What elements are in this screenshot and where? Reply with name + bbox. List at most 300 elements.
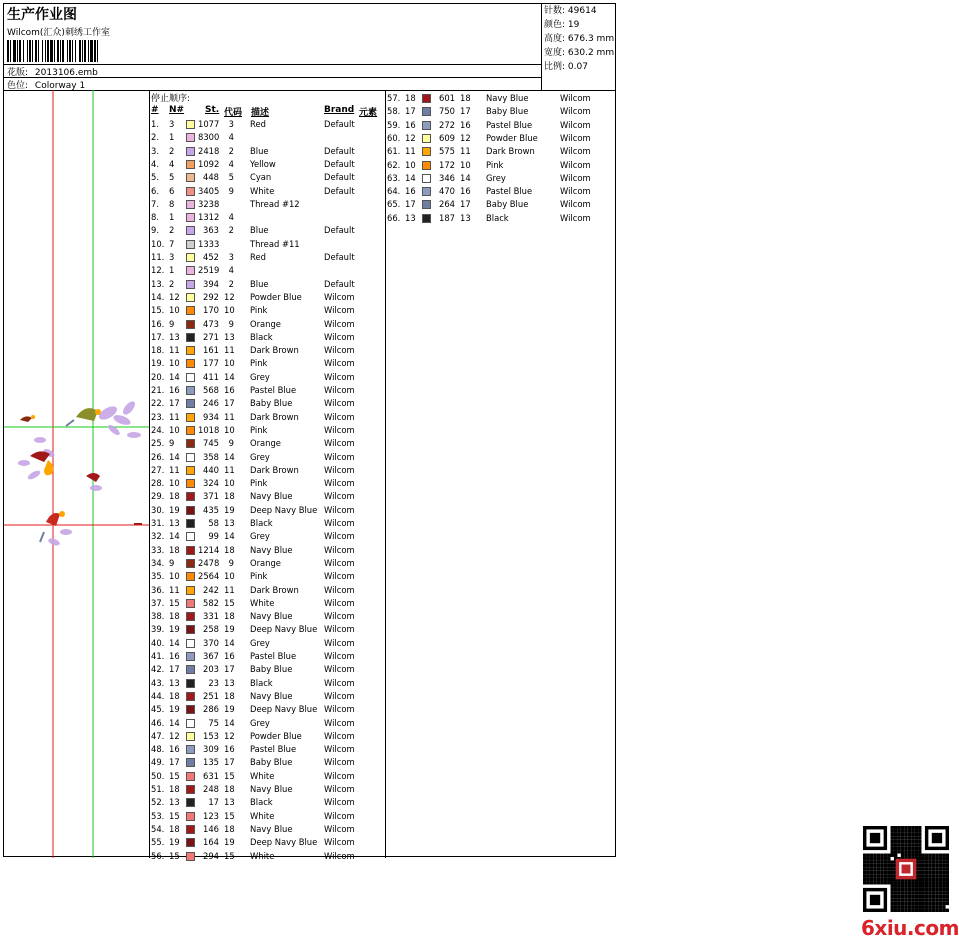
row-index: 63. xyxy=(387,172,401,183)
row-index: 6. xyxy=(151,185,159,196)
color-swatch xyxy=(186,359,195,368)
header xyxy=(4,4,615,91)
row-index: 43. xyxy=(151,677,165,688)
row-description: Pastel Blue xyxy=(250,744,297,755)
row-code: 11 xyxy=(224,411,235,422)
row-brand: Wilcom xyxy=(324,478,355,489)
row-brand: Wilcom xyxy=(560,93,591,103)
col-desc: 描述 xyxy=(251,108,270,118)
color-swatch xyxy=(422,200,431,209)
color-swatch xyxy=(186,812,195,821)
row-stitches: 153 xyxy=(203,730,219,741)
row-stitches: 294 xyxy=(203,850,219,861)
row-index: 30. xyxy=(151,504,165,515)
row-brand: Default xyxy=(324,252,355,262)
table-row xyxy=(385,105,617,118)
row-description: Dark Brown xyxy=(250,411,299,422)
row-index: 46. xyxy=(151,717,165,728)
stat-label: 宽度: xyxy=(544,48,566,58)
row-description: Navy Blue xyxy=(250,823,293,834)
row-brand: Wilcom xyxy=(560,199,591,210)
row-brand: Wilcom xyxy=(324,385,355,395)
stat-value: 19 xyxy=(567,20,580,30)
color-swatch xyxy=(422,187,431,196)
row-needle: 17 xyxy=(405,106,416,117)
color-swatch xyxy=(186,665,195,674)
row-index: 23. xyxy=(151,411,165,422)
table-row xyxy=(149,145,385,158)
row-brand: Wilcom xyxy=(324,624,355,635)
stat-scale xyxy=(542,60,618,74)
table-row xyxy=(149,464,385,477)
color-swatch xyxy=(186,572,195,581)
row-description: Powder Blue xyxy=(250,291,302,302)
row-brand: Wilcom xyxy=(560,212,591,223)
color-swatch xyxy=(186,838,195,847)
color-swatch xyxy=(186,147,195,156)
row-stitches: 470 xyxy=(439,186,455,197)
row-needle: 19 xyxy=(169,837,180,848)
table-row xyxy=(385,119,617,132)
row-description: Thread #11 xyxy=(250,238,300,249)
table-row xyxy=(385,172,617,185)
table-row xyxy=(385,159,617,172)
row-needle: 1 xyxy=(169,265,175,276)
row-code: 13 xyxy=(224,677,235,688)
row-index: 14. xyxy=(151,291,165,302)
color-swatch xyxy=(186,160,195,169)
row-code: 4 xyxy=(228,132,234,143)
row-brand: Wilcom xyxy=(560,159,591,170)
row-brand: Default xyxy=(324,185,355,196)
table-row xyxy=(149,823,385,836)
color-swatch xyxy=(186,373,195,382)
row-code: 14 xyxy=(224,371,235,382)
table-row xyxy=(149,318,385,331)
row-needle: 15 xyxy=(169,597,180,608)
color-swatch xyxy=(186,133,195,142)
colorway-value: Colorway 1 xyxy=(34,81,86,91)
row-stitches: 58 xyxy=(208,518,219,528)
row-stitches: 99 xyxy=(208,531,219,542)
row-index: 16. xyxy=(151,318,165,329)
row-stitches: 370 xyxy=(203,637,219,648)
row-description: Grey xyxy=(486,172,506,183)
row-index: 32. xyxy=(151,531,165,542)
row-brand: Wilcom xyxy=(324,717,355,728)
row-stitches: 358 xyxy=(203,451,219,462)
row-description: Grey xyxy=(250,637,270,648)
row-index: 10. xyxy=(151,238,165,249)
row-needle: 6 xyxy=(169,185,175,196)
row-index: 2. xyxy=(151,132,159,143)
row-description: Orange xyxy=(250,438,281,449)
row-description: Pastel Blue xyxy=(486,119,533,130)
row-brand: Wilcom xyxy=(324,518,355,528)
row-description: Thread #12 xyxy=(250,198,300,209)
row-needle: 12 xyxy=(169,730,180,741)
color-swatch xyxy=(186,346,195,355)
row-description: Baby Blue xyxy=(250,757,293,768)
row-stitches: 1333 xyxy=(198,238,220,249)
color-swatch xyxy=(186,798,195,807)
row-description: Orange xyxy=(250,318,281,329)
row-code: 10 xyxy=(224,478,235,489)
row-code: 18 xyxy=(224,611,235,622)
color-swatch xyxy=(186,426,195,435)
row-brand: Wilcom xyxy=(324,491,355,502)
table-row xyxy=(149,850,385,863)
row-index: 29. xyxy=(151,491,165,502)
design-label: 花版: xyxy=(7,68,29,78)
row-brand: Wilcom xyxy=(324,398,355,409)
row-stitches: 601 xyxy=(439,93,455,103)
table-row xyxy=(385,145,617,158)
color-swatch xyxy=(186,266,195,275)
row-stitches: 17 xyxy=(208,797,219,808)
row-code: 2 xyxy=(228,225,234,236)
row-code: 18 xyxy=(460,93,471,103)
row-code: 9 xyxy=(228,185,234,196)
row-code: 15 xyxy=(224,850,235,861)
table-row xyxy=(149,810,385,823)
row-stitches: 473 xyxy=(203,318,219,329)
color-swatch xyxy=(186,386,195,395)
row-brand: Wilcom xyxy=(324,611,355,622)
row-code: 3 xyxy=(228,119,234,129)
row-stitches: 3405 xyxy=(198,185,220,196)
color-swatch xyxy=(186,492,195,501)
row-stitches: 258 xyxy=(203,624,219,635)
row-brand: Wilcom xyxy=(324,597,355,608)
row-brand: Wilcom xyxy=(324,464,355,475)
stat-width xyxy=(542,46,618,60)
row-description: Orange xyxy=(250,557,281,568)
row-brand: Wilcom xyxy=(324,291,355,302)
row-needle: 13 xyxy=(405,212,416,223)
row-index: 61. xyxy=(387,146,401,157)
row-code: 17 xyxy=(224,398,235,409)
table-row xyxy=(149,357,385,370)
row-needle: 11 xyxy=(169,464,180,475)
row-needle: 9 xyxy=(169,318,175,329)
row-needle: 1 xyxy=(169,212,175,223)
row-needle: 7 xyxy=(169,238,175,249)
row-brand: Wilcom xyxy=(324,571,355,582)
design-file: 2013106.emb xyxy=(34,68,98,78)
row-needle: 13 xyxy=(169,518,180,528)
row-needle: 13 xyxy=(169,677,180,688)
stats-panel xyxy=(541,4,618,90)
table-row xyxy=(149,211,385,224)
row-description: Grey xyxy=(250,371,270,382)
row-stitches: 324 xyxy=(203,478,219,489)
row-needle: 18 xyxy=(169,784,180,794)
row-code: 14 xyxy=(224,717,235,728)
row-stitches: 242 xyxy=(203,584,219,595)
col-brand: Brand xyxy=(324,105,355,115)
row-code: 13 xyxy=(224,797,235,808)
table-row xyxy=(149,437,385,450)
design-preview-image xyxy=(4,90,149,858)
row-code: 10 xyxy=(224,305,235,316)
row-brand: Wilcom xyxy=(324,823,355,834)
row-description: White xyxy=(250,810,275,821)
page-title: 生产作业图 xyxy=(7,7,77,23)
row-needle: 12 xyxy=(405,132,416,143)
row-code: 16 xyxy=(224,385,235,395)
table-row xyxy=(149,278,385,291)
color-swatch xyxy=(186,187,195,196)
row-index: 44. xyxy=(151,690,165,701)
row-code: 14 xyxy=(460,172,471,183)
table-row xyxy=(149,477,385,490)
barcode-bar xyxy=(98,40,100,62)
header-info xyxy=(4,4,542,90)
row-brand: Wilcom xyxy=(324,305,355,316)
row-stitches: 411 xyxy=(203,371,219,382)
table-row xyxy=(149,411,385,424)
row-brand: Wilcom xyxy=(324,531,355,542)
row-code: 2 xyxy=(228,278,234,289)
table-row xyxy=(149,158,385,171)
row-code: 11 xyxy=(460,146,471,157)
row-brand: Wilcom xyxy=(560,186,591,197)
color-swatch xyxy=(186,200,195,209)
colorway-label: 色位: xyxy=(7,81,29,91)
row-code: 15 xyxy=(224,810,235,821)
col-n: N# xyxy=(169,105,185,115)
col-index: # xyxy=(151,105,159,115)
row-brand: Wilcom xyxy=(324,797,355,808)
color-swatch xyxy=(186,586,195,595)
stat-height xyxy=(542,32,618,46)
row-description: White xyxy=(250,185,275,196)
row-code: 10 xyxy=(224,424,235,435)
row-code: 5 xyxy=(228,172,234,183)
row-needle: 16 xyxy=(169,385,180,395)
row-stitches: 177 xyxy=(203,358,219,369)
row-needle: 17 xyxy=(405,199,416,210)
color-swatch xyxy=(186,852,195,861)
color-swatch xyxy=(186,785,195,794)
row-index: 15. xyxy=(151,305,165,316)
row-brand: Wilcom xyxy=(324,704,355,715)
row-brand: Wilcom xyxy=(324,770,355,781)
table-row xyxy=(149,690,385,703)
stat-colors xyxy=(542,18,618,32)
row-index: 64. xyxy=(387,186,401,197)
table-row xyxy=(149,770,385,783)
color-swatch xyxy=(186,732,195,741)
color-swatch xyxy=(186,173,195,182)
row-needle: 15 xyxy=(169,770,180,781)
row-brand: Default xyxy=(324,278,355,289)
table-row xyxy=(149,344,385,357)
row-description: Black xyxy=(250,518,273,528)
stat-value: 0.07 xyxy=(567,62,588,72)
color-swatch xyxy=(186,546,195,555)
row-stitches: 1018 xyxy=(198,424,220,435)
color-swatch xyxy=(186,226,195,235)
table-row xyxy=(149,796,385,809)
row-stitches: 272 xyxy=(439,119,455,130)
table-row xyxy=(149,185,385,198)
row-needle: 14 xyxy=(169,717,180,728)
row-code: 12 xyxy=(224,730,235,741)
table-row xyxy=(149,663,385,676)
table-row xyxy=(149,703,385,716)
color-swatch xyxy=(186,120,195,129)
row-needle: 17 xyxy=(169,398,180,409)
row-description: White xyxy=(250,850,275,861)
row-stitches: 363 xyxy=(203,225,219,236)
row-index: 48. xyxy=(151,744,165,755)
row-index: 53. xyxy=(151,810,165,821)
row-description: Baby Blue xyxy=(250,398,293,409)
row-needle: 16 xyxy=(169,651,180,661)
row-needle: 15 xyxy=(169,850,180,861)
table-row xyxy=(149,171,385,184)
row-stitches: 750 xyxy=(439,106,455,117)
row-index: 62. xyxy=(387,159,401,170)
row-brand: Wilcom xyxy=(324,504,355,515)
row-index: 7. xyxy=(151,198,159,209)
row-description: Pink xyxy=(250,305,268,316)
row-index: 9. xyxy=(151,225,159,236)
row-brand: Wilcom xyxy=(324,371,355,382)
row-brand: Wilcom xyxy=(324,664,355,675)
col-element: 元素 xyxy=(359,108,378,118)
color-swatch xyxy=(186,306,195,315)
row-brand: Wilcom xyxy=(324,424,355,435)
row-stitches: 934 xyxy=(203,411,219,422)
row-brand: Wilcom xyxy=(324,744,355,755)
row-description: Navy Blue xyxy=(250,491,293,502)
row-needle: 9 xyxy=(169,557,175,568)
row-brand: Wilcom xyxy=(324,757,355,768)
color-swatch xyxy=(422,107,431,116)
row-code: 12 xyxy=(460,132,471,143)
row-stitches: 146 xyxy=(203,823,219,834)
row-needle: 16 xyxy=(405,186,416,197)
production-worksheet xyxy=(3,3,959,940)
row-stitches: 440 xyxy=(203,464,219,475)
row-brand: Wilcom xyxy=(324,584,355,595)
row-index: 36. xyxy=(151,584,165,595)
row-code: 18 xyxy=(224,491,235,502)
row-needle: 13 xyxy=(169,331,180,342)
table-row xyxy=(149,570,385,583)
row-description: Blue xyxy=(250,278,269,289)
row-stitches: 164 xyxy=(203,837,219,848)
color-swatch xyxy=(186,213,195,222)
row-needle: 14 xyxy=(169,451,180,462)
row-code: 19 xyxy=(224,504,235,515)
table-row xyxy=(149,530,385,543)
col-code: 代码 xyxy=(224,108,243,118)
table-row xyxy=(149,451,385,464)
row-brand: Wilcom xyxy=(560,172,591,183)
color-swatch xyxy=(186,479,195,488)
row-description: Red xyxy=(250,252,266,262)
row-index: 55. xyxy=(151,837,165,848)
row-brand: Wilcom xyxy=(324,850,355,861)
row-brand: Wilcom xyxy=(324,557,355,568)
color-swatch xyxy=(186,758,195,767)
row-index: 18. xyxy=(151,345,165,356)
table-row xyxy=(149,264,385,277)
stat-value: 676.3 mm xyxy=(567,34,615,44)
row-index: 13. xyxy=(151,278,165,289)
row-description: Black xyxy=(486,212,509,223)
row-code: 19 xyxy=(224,704,235,715)
row-stitches: 8300 xyxy=(198,132,220,143)
row-index: 17. xyxy=(151,331,165,342)
row-index: 57. xyxy=(387,93,401,103)
site-logo: 6xiu.com xyxy=(861,916,959,940)
row-description: Navy Blue xyxy=(250,544,293,555)
row-code: 4 xyxy=(228,158,234,169)
row-index: 59. xyxy=(387,119,401,130)
row-brand: Wilcom xyxy=(560,106,591,117)
row-needle: 19 xyxy=(169,704,180,715)
row-needle: 17 xyxy=(169,664,180,675)
row-needle: 18 xyxy=(405,93,416,103)
row-needle: 10 xyxy=(405,159,416,170)
stat-label: 颜色: xyxy=(544,20,566,30)
row-stitches: 203 xyxy=(203,664,219,675)
color-swatch xyxy=(422,214,431,223)
color-swatch xyxy=(186,453,195,462)
row-code: 13 xyxy=(460,212,471,223)
row-brand: Wilcom xyxy=(324,318,355,329)
row-index: 21. xyxy=(151,385,165,395)
row-index: 51. xyxy=(151,784,165,794)
row-code: 9 xyxy=(228,318,234,329)
row-needle: 19 xyxy=(169,504,180,515)
row-needle: 14 xyxy=(405,172,416,183)
color-swatch xyxy=(422,174,431,183)
row-code: 11 xyxy=(224,584,235,595)
row-code: 19 xyxy=(224,624,235,635)
table-row xyxy=(149,304,385,317)
row-index: 27. xyxy=(151,464,165,475)
row-needle: 14 xyxy=(169,371,180,382)
color-swatch xyxy=(186,240,195,249)
row-code: 18 xyxy=(224,690,235,701)
row-stitches: 286 xyxy=(203,704,219,715)
row-code: 16 xyxy=(224,651,235,661)
row-brand: Wilcom xyxy=(324,451,355,462)
row-index: 4. xyxy=(151,158,159,169)
row-stitches: 271 xyxy=(203,331,219,342)
row-needle: 18 xyxy=(169,491,180,502)
row-code: 11 xyxy=(224,464,235,475)
row-brand: Wilcom xyxy=(324,837,355,848)
table-row xyxy=(149,131,385,144)
row-stitches: 123 xyxy=(203,810,219,821)
table-row xyxy=(149,118,385,131)
row-index: 66. xyxy=(387,212,401,223)
table-row xyxy=(149,730,385,743)
row-description: Navy Blue xyxy=(250,690,293,701)
row-index: 22. xyxy=(151,398,165,409)
color-swatch xyxy=(186,439,195,448)
row-index: 52. xyxy=(151,797,165,808)
row-code: 14 xyxy=(224,637,235,648)
row-brand: Wilcom xyxy=(324,690,355,701)
